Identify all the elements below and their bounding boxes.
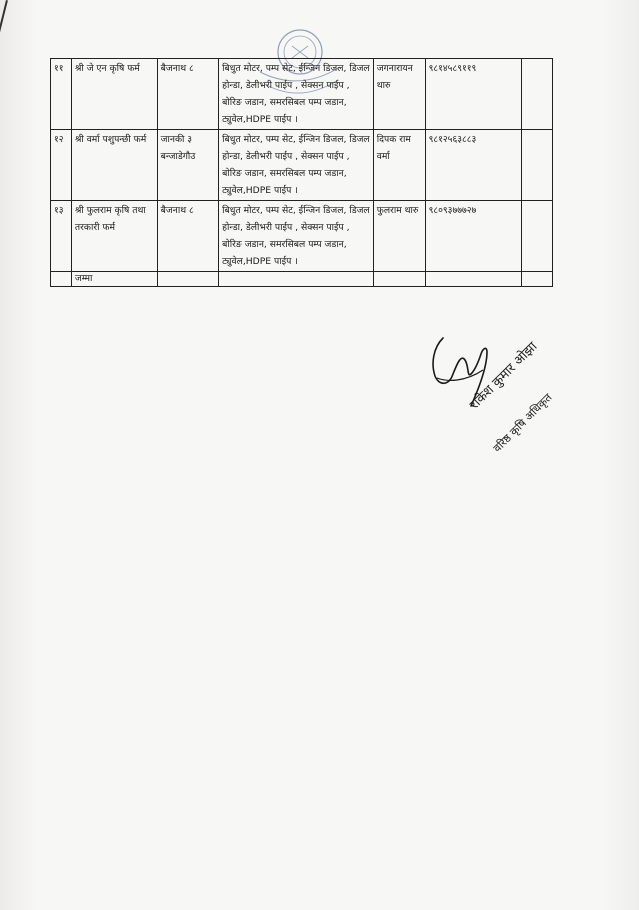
phone-cell: ९८१२५६३८८३ [425,130,521,201]
supplier-table [50,58,553,287]
firm-name-cell: श्री जे एन कृषि फर्म [71,59,157,130]
total-label-cell: जम्मा [71,272,157,287]
owner-cell [373,272,425,287]
address-cell: बैजनाथ ८ [157,201,219,272]
firm-name-cell: श्री वर्मा पशुपन्छी फर्म [71,130,157,201]
address-cell: जानकी ३ बन्जाडेगौउ [157,130,219,201]
blank-cell [521,130,552,201]
total-row [51,272,553,287]
phone-cell: ९८०९३७७७२७ [425,201,521,272]
table-row [51,59,553,130]
items-cell: बिधुत मोटर, पम्प सेट, ईन्जिन डिजल, डिजल होन्डा, डेलीभरी पाईप , सेक्सन पाईप , बोरिङ जडान, समरसिबल पम्प जडान, ट्युवेल,HDPE पाईप । [219,130,374,201]
serial-cell: १३ [51,201,72,272]
serial-cell [51,272,72,287]
firm-name-cell: श्री फुलराम कृषि तथा तरकारी फर्म [71,201,157,272]
items-cell [219,272,374,287]
items-cell: बिधुत मोटर, पम्प सेट, ईन्जिन डिजल, डिजल होन्डा, डेलीभरी पाईप , सेक्सन पाईप , बोरिङ जडान, समरसिबल पम्प जडान, ट्युवेल,HDPE पाईप । [219,59,374,130]
table-row [51,130,553,201]
blank-cell [521,59,552,130]
owner-cell: दिपक राम वर्मा [373,130,425,201]
phone-cell [425,272,521,287]
blank-cell [521,272,552,287]
address-cell: बैजनाथ ८ [157,59,219,130]
owner-cell: फुलराम थारु [373,201,425,272]
table-row [51,201,553,272]
blank-cell [521,201,552,272]
phone-cell: ९८१४५८९११९ [425,59,521,130]
address-cell [157,272,219,287]
owner-cell: जगनारायन थारु [373,59,425,130]
serial-cell: ११ [51,59,72,130]
items-cell: बिधुत मोटर, पम्प सेट, ईन्जिन डिजल, डिजल होन्डा, डेलीभरी पाईप , सेक्सन पाईप , बोरिङ जडान, समरसिबल पम्प जडान, ट्युवेल,HDPE पाईप । [219,201,374,272]
serial-cell: १२ [51,130,72,201]
signatory-name: राकेश कुमार ओझा [467,339,541,413]
signatory-title: वरिष्ठ कृषि अधिकृत [490,391,555,455]
